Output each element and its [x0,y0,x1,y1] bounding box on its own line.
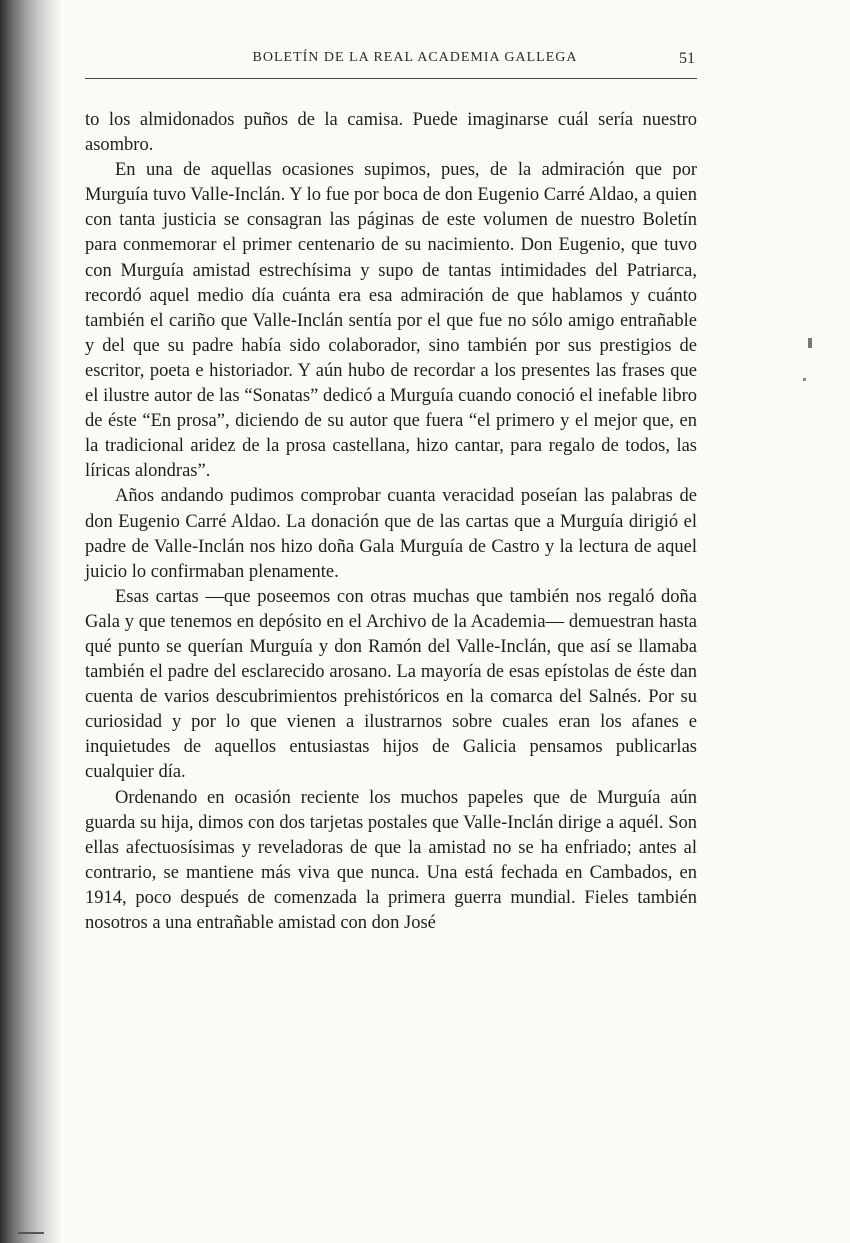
paragraph: Años andando pudimos comprobar cuanta veracidad poseían las palabras de don Eugenio Carré Aldao. La donación que de las cartas que a Murguía dirigió el padre de Valle-Inclán nos hizo doña Gala Murguía de Castro y la lectura de aquel juicio lo confirmaban plenamente. [85,486,697,582]
paragraph: Ordenando en ocasión reciente los muchos papeles que de Murguía aún guarda su hija, dimos con dos tarjetas postales que Valle-Inclán dirige a aquél. Son ellas afectuosísimas y reveladoras de que la amistad no se ha enfriado; antes al contrario, se mantiene más viva que nunca. Una está fechada en Cambados, en 1914, poco después de comenzada la primera guerra mundial. Fieles también nosotros a una entrañable amistad con don José [85,787,697,933]
body-text [85,108,697,936]
paragraph-continuation: to los almidonados puños de la camisa. Puede imaginarse cuál sería nuestro asombro. [85,110,697,156]
margin-speck [808,338,812,348]
binding-mark [18,1232,44,1234]
page-number: 51 [679,50,695,67]
running-head: BOLETÍN DE LA REAL ACADEMIA GALLEGA [252,50,578,65]
header-rule [85,78,697,79]
margin-speck [803,378,806,381]
paragraph: En una de aquellas ocasiones supimos, pues, de la admiración que por Murguía tuvo Valle-Inclán. Y lo fue por boca de don Eugenio Carré Aldao, a quien con tanta justicia se consagran las páginas de este volumen de nuestro Boletín para conmemorar el primer centenario de su nacimiento. Don Eugenio, que tuvo con Murguía amistad estrechísima y supo de tantas intimidades del Patriarca, recordó aquel medio día cuánta era esa admiración de que hablamos y cuánto también el cariño que Valle-Inclán sentía por el que fue no sólo amigo entrañable y del que su padre había sido colaborador, sino también por sus prestigios de escritor, poeta e historiador. Y aún hubo de recordar a los presentes las frases que el ilustre autor de las “Sonatas” dedicó a Murguía cuando conoció el inefable libro de éste “En prosa”, diciendo de su autor que fuera “el primero y el mejor que, en la tradicional aridez de la prosa castellana, hizo cantar, para regalo de todos, las líricas alondras”. [85,160,697,482]
paragraph: Esas cartas —que poseemos con otras muchas que también nos regaló doña Gala y que tenemos en depósito en el Archivo de la Academia— demuestran hasta qué punto se querían Murguía y don Ramón del Valle-Inclán, que así se llamaba también el padre del esclarecido arosano. La mayoría de esas epístolas de éste dan cuenta de varios descubrimientos prehistóricos en la comarca del Salnés. Por su curiosidad y por lo que vienen a ilustrarnos sobre cuales eran los afanes e inquietudes de aquellos entusiastas hijos de Galicia pensamos publicarlas cualquier día. [85,586,697,783]
book-binding-shadow [0,0,62,1243]
